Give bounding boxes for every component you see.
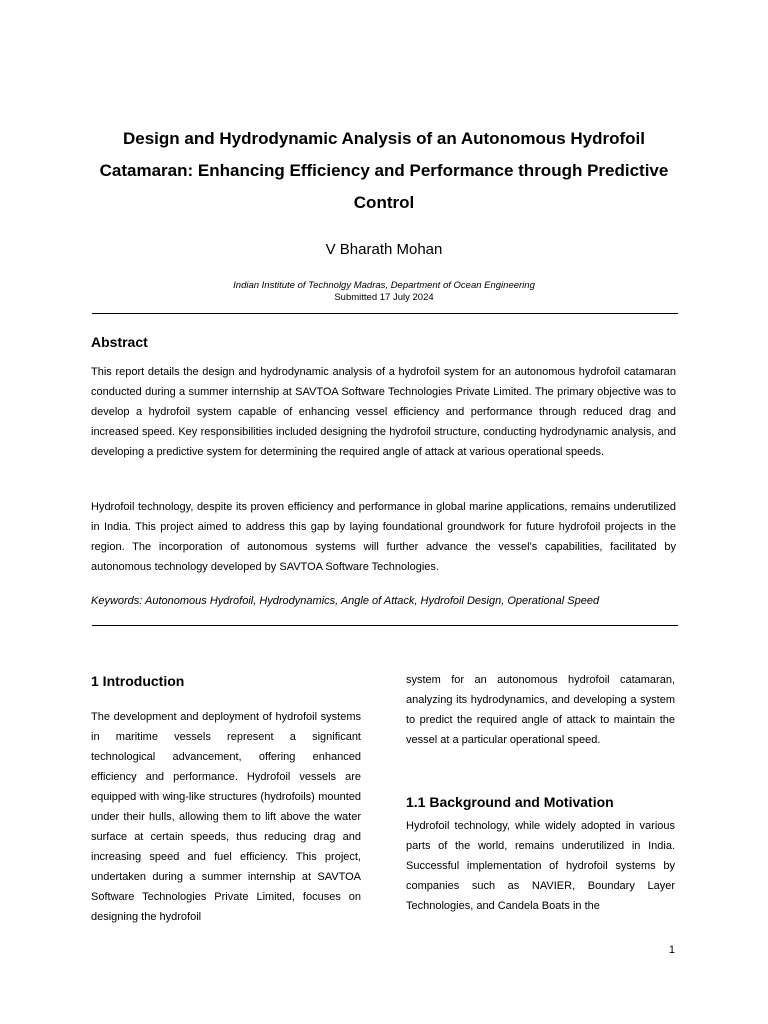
- author-affiliation: Indian Institute of Technolgy Madras, Department of Ocean Engineering: [233, 280, 535, 291]
- background-heading: 1.1 Background and Motivation: [406, 794, 614, 810]
- author-name: V Bharath Mohan: [325, 241, 443, 258]
- abstract-top-rule: [92, 313, 678, 314]
- background-text: Hydrofoil technology, while widely adopted in various parts of the world, remains underutilized in India. Successful implementation of hydrofoil systems by companies such as NAVIER, Boundary Layer Technologies, and Candela Boats in the: [406, 820, 675, 912]
- paper-title: Design and Hydrodynamic Analysis of an Autonomous Hydrofoil Catamaran: Enhancing Efficiency and Performance through Predictive Control: [99, 129, 669, 212]
- introduction-heading: 1 Introduction: [91, 673, 185, 689]
- abstract-paragraph-1: This report details the design and hydrodynamic analysis of a hydrofoil system for an autonomous hydrofoil catamaran conducted during a summer internship at SAVTOA Software Technologies Private Limited. The primary objective was to develop a hydrofoil system capable of enhancing vessel efficiency and performance through reduced drag and increased speed. Key responsibilities included designing the hydrofoil structure, conducting hydrodynamic analysis, and developing a predictive system for determining the required angle of attack at various operational speeds.: [91, 366, 676, 458]
- abstract-bottom-rule: [92, 625, 678, 626]
- introduction-right-column: system for an autonomous hydrofoil catamaran, analyzing its hydrodynamics, and developing a system to predict the required angle of attack to maintain the vessel at a particular operational speed.: [406, 674, 675, 746]
- introduction-left-column: The development and deployment of hydrofoil systems in maritime vessels represent a significant technological advancement, offering enhanced efficiency and performance. Hydrofoil vessels are equipped with wing-like structures (hydrofoils) mounted under their hulls, allowing them to lift above the water surface at certain speeds, thus reducing drag and increasing speed and fuel efficiency. This project, undertaken during a summer internship at SAVTOA Software Technologies Private Limited, focuses on designing the hydrofoil: [91, 711, 361, 923]
- submission-date: Submitted 17 July 2024: [334, 292, 434, 303]
- page-number: 1: [668, 944, 675, 956]
- abstract-heading: Abstract: [91, 334, 148, 350]
- abstract-paragraph-2: Hydrofoil technology, despite its proven efficiency and performance in global marine applications, remains underutilized in India. This project aimed to address this gap by laying foundational groundwork for future hydrofoil projects in the region. The incorporation of autonomous systems will further advance the vessel's capabilities, facilitated by autonomous technology developed by SAVTOA Software Technologies.: [91, 501, 676, 573]
- keywords: Keywords: Autonomous Hydrofoil, Hydrodynamics, Angle of Attack, Hydrofoil Design, Operational Speed: [91, 595, 600, 607]
